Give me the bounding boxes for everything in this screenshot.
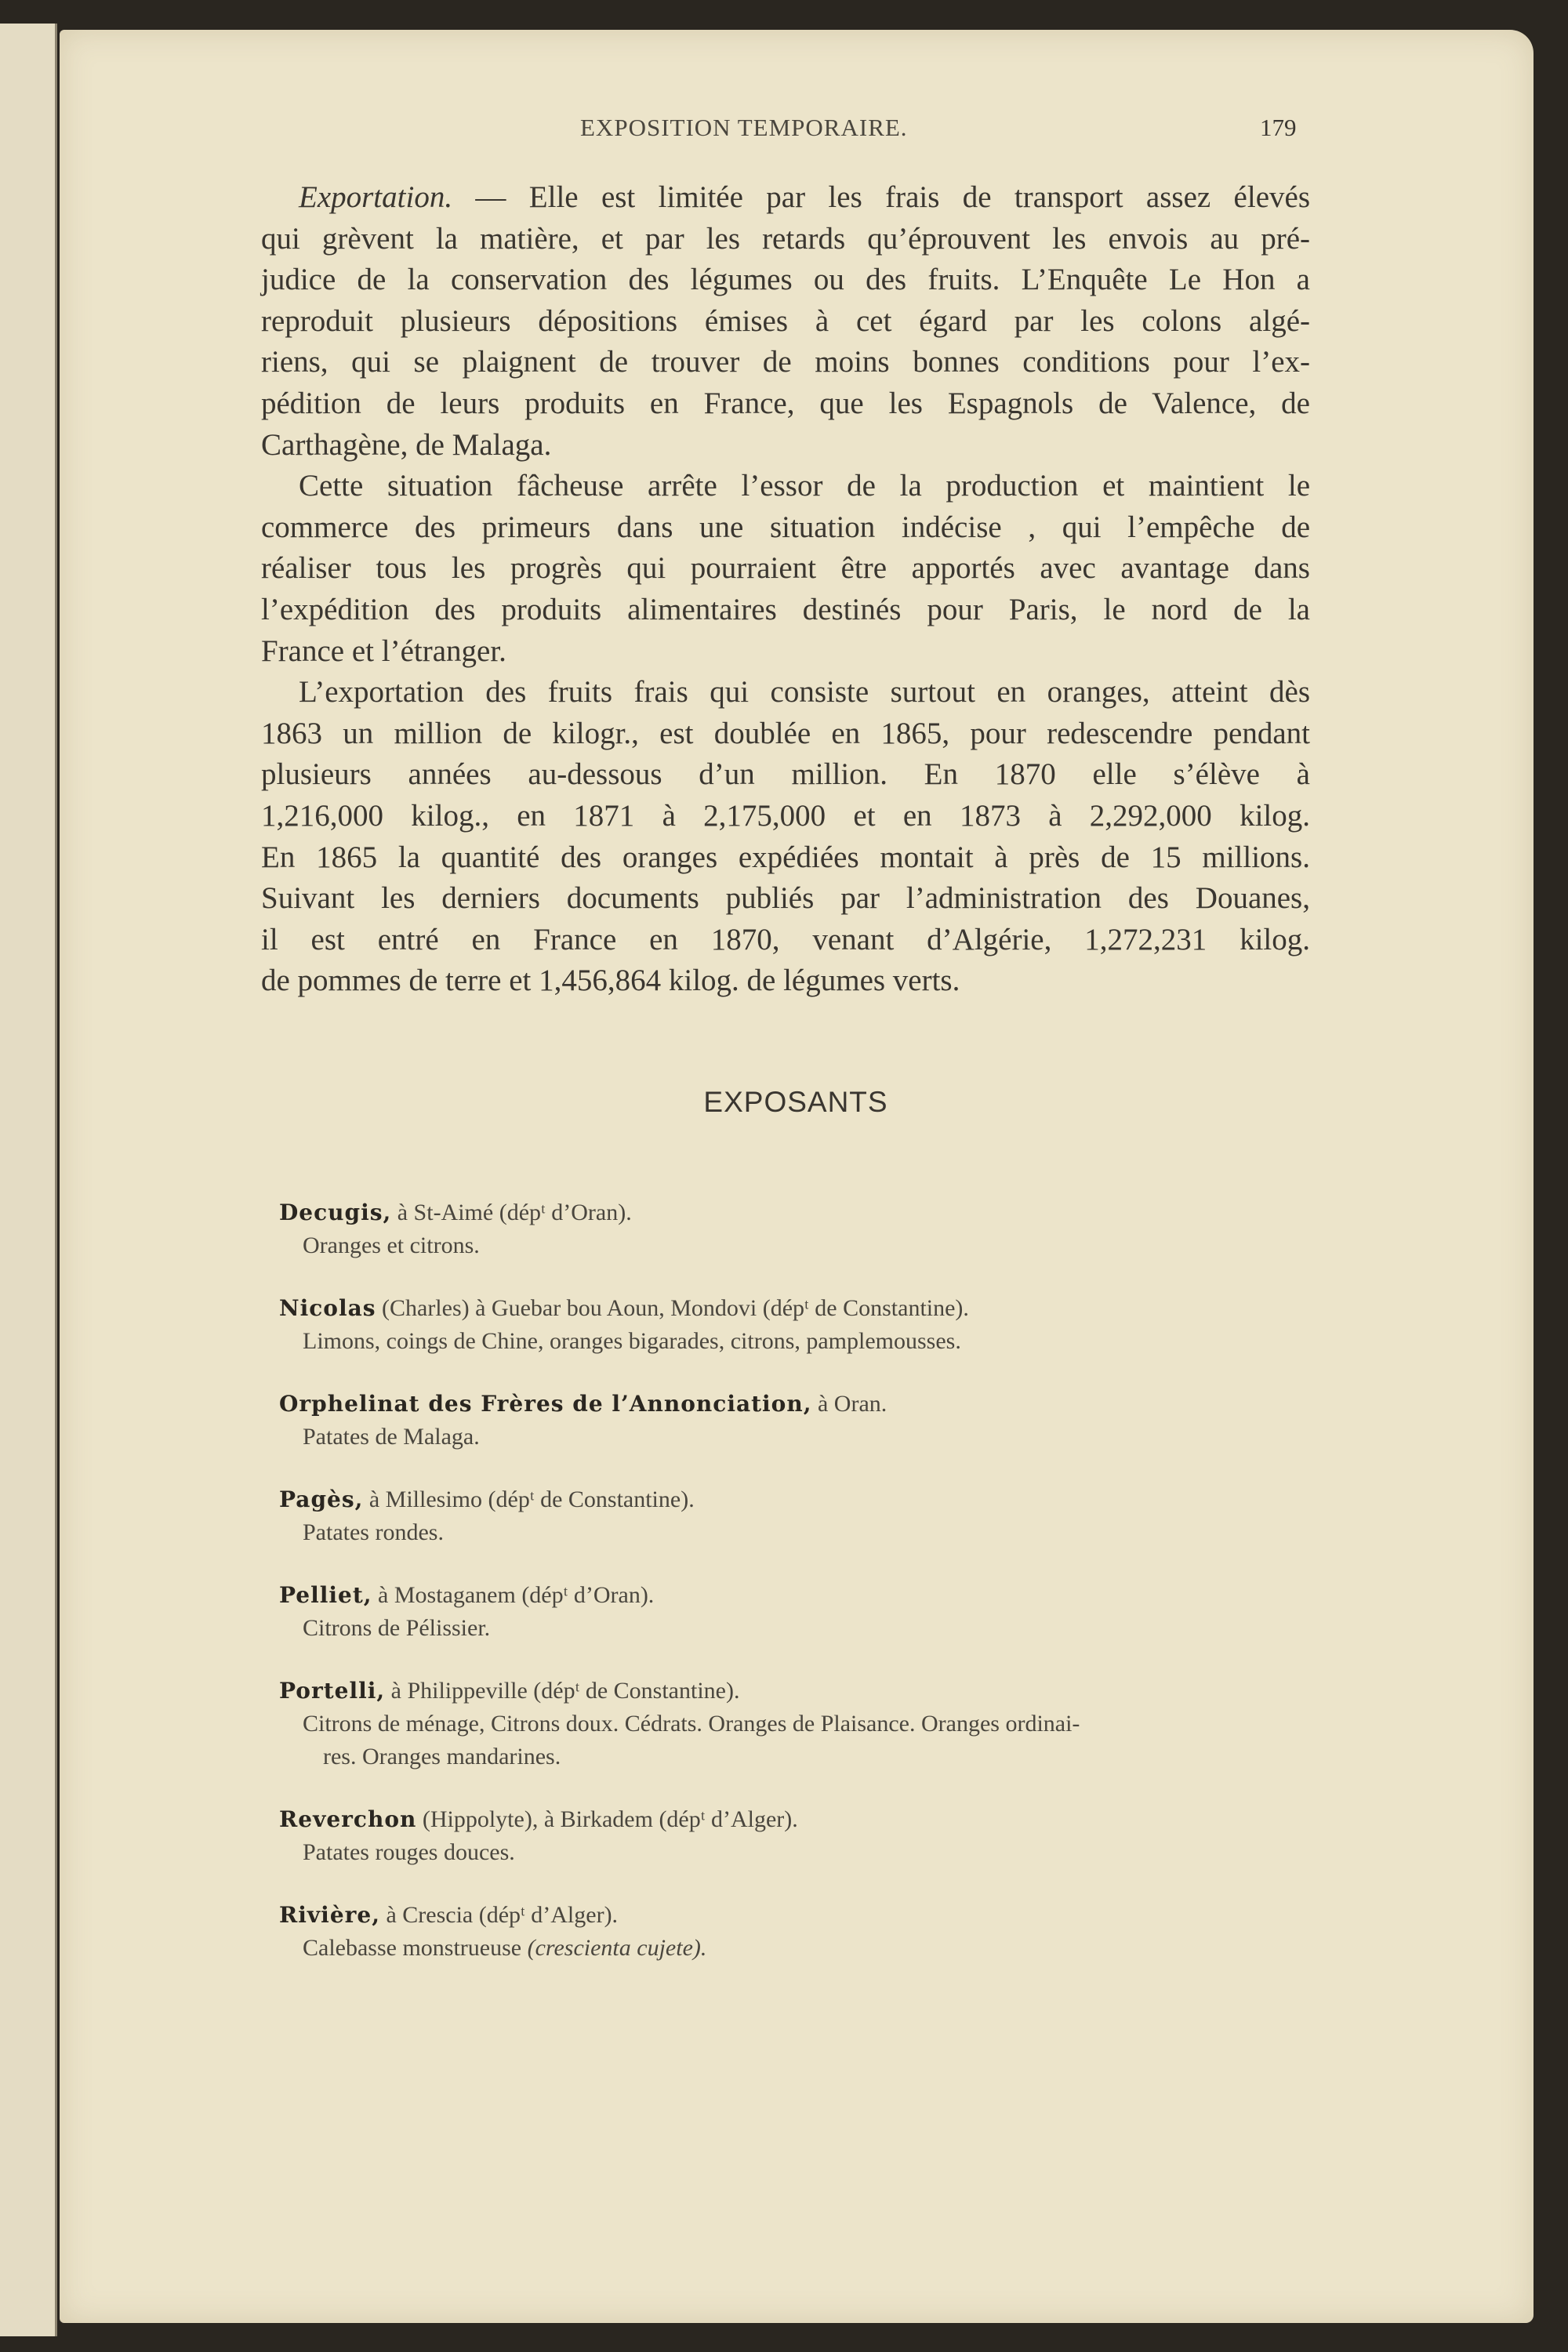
text-line: 1,216,000 kilog., en 1871 à 2,175,000 et en 1873 à 2,292,000 kilog. [261, 798, 1310, 833]
exhibitor-products: Patates rouges douces. [303, 1839, 515, 1865]
text-line: riens, qui se plaignent de trouver de moins bonnes conditions pour l’ex- [261, 345, 1310, 379]
text-line: Carthagène, de Malaga. [261, 427, 552, 462]
text-line: En 1865 la quantité des oranges expédiées montait à près de 15 millions. [261, 840, 1310, 874]
text-line: reproduit plusieurs dépositions émises à cet égard par les colons algé- [261, 303, 1310, 338]
text-line: pédition de leurs produits en France, que les Espagnols de Valence, de [261, 386, 1310, 420]
exhibitor-list [279, 1200, 1377, 1998]
exhibitor-entry [279, 1391, 1377, 1457]
text-line: L’exportation des fruits frais qui consiste surtout en oranges, atteint dès [299, 675, 1310, 710]
exhibitor-products-continued: res. Oranges mandarines. [323, 1744, 561, 1769]
exhibitor-products: Citrons de ménage, Citrons doux. Cédrats. Oranges de Plaisance. Oranges ordinai- [303, 1711, 1080, 1737]
exhibitor-entry [279, 1486, 1377, 1552]
exhibitor-location: à Oran. [811, 1391, 887, 1417]
exhibitor-name: Decugis, [279, 1200, 392, 1225]
text-line: Suivant les derniers documents publiés par l’administration des Douanes, [261, 881, 1310, 916]
exhibitor-products: Limons, coings de Chine, oranges bigarades, citrons, pamplemousses. [303, 1328, 961, 1354]
text-line: l’expédition des produits alimentaires destinés pour Paris, le nord de la [261, 592, 1310, 626]
text-line: Exportation. — Elle est limitée par les frais de transport assez élevés [299, 180, 1310, 214]
body-text [261, 177, 1310, 1002]
running-title: EXPOSITION TEMPORAIRE. [580, 114, 908, 141]
text-line: il est entré en France en 1870, venant d’Algérie, 1,272,231 kilog. [261, 922, 1310, 956]
exhibitor-name: Portelli, [279, 1678, 386, 1704]
exhibitor-entry [279, 1582, 1377, 1648]
text-line: plusieurs années au-dessous d’un million. En 1870 elle s’élève à [261, 757, 1310, 792]
exhibitor-name: Pagès, [279, 1486, 364, 1512]
exhibitor-name: Orphelinat des Frères de l’Annonciation, [279, 1391, 812, 1417]
paragraph-fruits [261, 672, 1310, 1002]
exhibitor-location: à Crescia (dépᵗ d’Alger). [379, 1902, 619, 1928]
text-line: réaliser tous les progrès qui pourraient être apportés avec avantage dans [261, 551, 1310, 586]
exhibitor-products: Oranges et citrons. [303, 1232, 480, 1258]
text-line: France et l’étranger. [261, 633, 506, 668]
text-line: commerce des primeurs dans une situation indécise , qui l’empêche de [261, 510, 1310, 544]
exhibitor-products: Patates rondes. [303, 1519, 444, 1545]
exhibitor-entry [279, 1678, 1377, 1777]
text-line: Cette situation fâcheuse arrête l’essor de la production et maintient le [299, 469, 1310, 503]
page-number: 179 [1260, 114, 1297, 141]
paragraph-situation [261, 466, 1310, 672]
exhibitor-name: Rivière, [279, 1902, 380, 1928]
exhibitor-location: (Charles) à Guebar bou Aoun, Mondovi (dépᵗ de Constantine). [376, 1295, 969, 1321]
exhibitor-name: Reverchon [279, 1806, 417, 1832]
exhibitor-name: Pelliet, [279, 1582, 372, 1608]
exhibitor-entry [279, 1902, 1377, 1968]
running-header [0, 114, 1568, 145]
exhibitor-location: à Millesimo (dépᵗ de Constantine). [363, 1486, 695, 1512]
exhibitor-products: Patates de Malaga. [303, 1424, 480, 1450]
exhibitor-entry [279, 1200, 1377, 1265]
text-line: qui grèvent la matière, et par les retards qu’éprouvent les envois au pré- [261, 221, 1310, 256]
exhibitor-location: à Philippeville (dépᵗ de Constantine). [385, 1678, 740, 1704]
text-line: de pommes de terre et 1,456,864 kilog. de légumes verts. [261, 964, 960, 998]
exhibitor-location: à Mostaganem (dépᵗ d’Oran). [372, 1582, 655, 1608]
exhibitor-products: Calebasse monstrueuse (crescienta cujete). [303, 1935, 707, 1961]
exhibitor-entry [279, 1295, 1377, 1361]
exhibitor-name: Nicolas [279, 1295, 376, 1321]
exhibitor-location: à St-Aimé (dépᵗ d’Oran). [391, 1200, 632, 1225]
text-line: judice de la conservation des légumes ou des fruits. L’Enquête Le Hon a [261, 263, 1310, 297]
run-in-heading: Exportation. [299, 180, 453, 214]
exhibitor-products: Citrons de Pélissier. [303, 1615, 491, 1641]
text-line: 1863 un million de kilogr., est doublée en 1865, pour redescendre pendant [261, 716, 1310, 750]
paragraph-exportation [261, 177, 1310, 466]
latin-name: (crescienta cujete). [527, 1935, 707, 1961]
exhibitor-entry [279, 1806, 1377, 1872]
section-heading: EXPOSANTS [703, 1086, 888, 1118]
exhibitor-location: (Hippolyte), à Birkadem (dépᵗ d’Alger). [416, 1806, 798, 1832]
facing-page-edge [0, 24, 57, 2336]
